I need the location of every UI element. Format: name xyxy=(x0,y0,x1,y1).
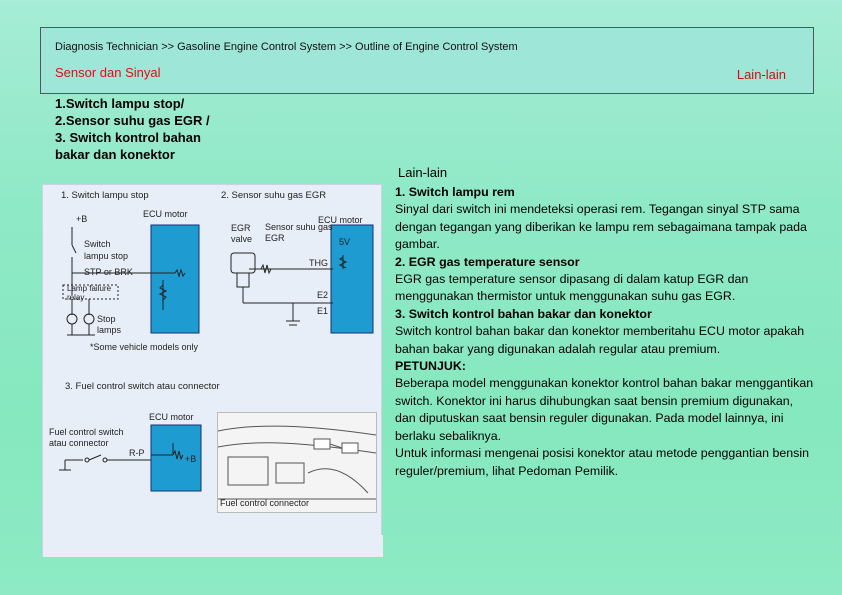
rp-label: R-P xyxy=(129,448,145,458)
ecu-motor-label-2: ECU motor xyxy=(318,215,363,225)
fuel-connector-label: Fuel control connector xyxy=(220,498,310,508)
desc-heading-3: 3. Switch kontrol bahan bakar dan konektor xyxy=(395,306,652,321)
plus-b-label: +B xyxy=(76,214,88,224)
plus-b-label-3: +B xyxy=(185,454,197,464)
stp-label: STP or BRK xyxy=(84,267,133,277)
egr-valve-label-1: EGR xyxy=(231,223,251,233)
heading-line-3: 3. Switch kontrol bahan xyxy=(55,130,201,145)
wiring-section-2 xyxy=(231,253,346,325)
section-label: Lain-lain xyxy=(398,165,448,180)
page-title: Sensor dan Sinyal xyxy=(55,65,161,80)
heading-line-2: 2.Sensor suhu gas EGR / xyxy=(55,113,210,128)
heading-line-1: 1.Switch lampu stop/ xyxy=(55,96,185,111)
voltage-5v-label: 5V xyxy=(339,237,351,247)
ecu-box-1 xyxy=(151,225,199,333)
fuel-switch-label-2: atau connector xyxy=(49,438,109,448)
e1-label: E1 xyxy=(317,306,329,316)
sensor-label-1: Sensor suhu gas xyxy=(265,222,333,232)
ecu-motor-label-1: ECU motor xyxy=(143,209,188,219)
sensor-label-2: EGR xyxy=(265,233,285,243)
switch-label-1: Switch xyxy=(84,239,111,249)
ecu-motor-label-3: ECU motor xyxy=(149,412,194,422)
thg-label: THG xyxy=(309,258,328,268)
panel-bottom xyxy=(43,535,383,557)
desc-heading-4: PETUNJUK: xyxy=(395,359,466,374)
stop-lamps-label-2: lamps xyxy=(97,325,122,335)
sec3-title: 3. Fuel control switch atau connector xyxy=(65,381,220,392)
breadcrumb[interactable]: Diagnosis Technician >> Gasoline Engine Control System >> Outline of Engine Control System xyxy=(55,41,518,53)
header-bar xyxy=(40,27,814,94)
desc-paragraph-3: Switch kontrol bahan bakar dan konektor memberitahu ECU motor apakah bahan bakar yang digunakan adalah regular atau premium. xyxy=(395,324,805,356)
stop-lamps-label-1: Stop xyxy=(97,314,116,324)
description-text xyxy=(395,184,815,480)
heading-line-4: bakar dan konektor xyxy=(55,147,175,162)
desc-paragraph-5: Untuk informasi mengenai posisi konektor atau metode penggantian bensin reguler/premium, lihat Pedoman Pemilik. xyxy=(395,446,809,478)
fuel-switch-label-1: Fuel control switch xyxy=(49,427,124,437)
slide-heading xyxy=(55,95,235,163)
lain-lain-link[interactable]: Lain-lain xyxy=(736,67,786,82)
relay-label-1: Lamp failure xyxy=(67,284,112,293)
e2-label: E2 xyxy=(317,290,329,300)
fuel-connector-photo xyxy=(217,412,377,513)
egr-valve-label-2: valve xyxy=(231,234,253,244)
desc-heading-1: 1. Switch lampu rem xyxy=(395,185,515,199)
relay-label-2: relay xyxy=(67,293,85,302)
footnote: *Some vehicle models only xyxy=(90,342,199,352)
desc-paragraph-2: EGR gas temperature sensor dipasang di dalam katup EGR dan menggunakan thermistor untuk menggunakan suhu gas EGR. xyxy=(395,272,749,304)
desc-paragraph-4: Beberapa model menggunakan konektor kontrol bahan bakar menggantikan switch. Konektor ini harus dihubungkan saat bensin premium digunakan, dan diputuskan saat bensin reguler digunakan. Pada model lainnya, ini berlaku sebaliknya. xyxy=(395,376,814,443)
ecu-box-2 xyxy=(331,225,373,333)
circuit-diagram-panel xyxy=(42,184,382,556)
desc-paragraph-1: Sinyal dari switch ini mendeteksi operasi rem. Tegangan sinyal STP sama dengan tegangan yang diberikan ke lampu rem sebagaimana tampak pada gambar. xyxy=(395,202,807,252)
sec2-title: 2. Sensor suhu gas EGR xyxy=(221,190,327,201)
sec1-title: 1. Switch lampu stop xyxy=(61,190,149,201)
desc-heading-2: 2. EGR gas temperature sensor xyxy=(395,254,580,269)
switch-label-2: lampu stop xyxy=(84,251,129,261)
